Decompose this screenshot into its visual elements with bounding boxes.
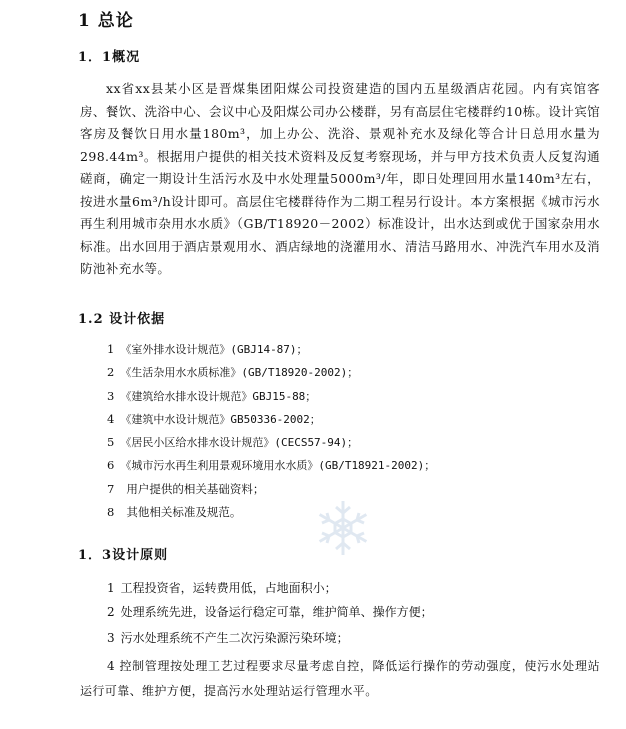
- item-text: 《室外排水设计规范》(GBJ14-87)；: [120, 343, 308, 356]
- item-number: 3: [107, 630, 115, 645]
- snowflake-watermark-icon: [312, 497, 374, 559]
- principles-heading: 1．3设计原则: [78, 548, 169, 563]
- list-item: [107, 478, 435, 501]
- list-item: [107, 338, 435, 361]
- item-number: 4: [107, 411, 115, 426]
- item-number: 6: [107, 458, 115, 473]
- item-text: 《城市污水再生利用景观环境用水水质》(GB/T18921-2002)；: [120, 459, 436, 473]
- principles-item-4: 4 控制管理按处理工艺过程要求尽量考虑自控，降低运行操作的劳动强度，使污水处理站运行可靠、维护方便，提高污水处理站运行管理水平。: [80, 659, 600, 698]
- item-text: 《建筑给水排水设计规范》GBJ15-88；: [120, 389, 317, 403]
- item-number: 5: [107, 435, 115, 450]
- item-number: 3: [107, 388, 115, 403]
- overview-paragraph: xx省xx县某小区是晋煤集团阳煤公司投资建造的国内五星级酒店花园。内有宾馆客房、餐饮、洗浴中心、会议中心及阳煤公司办公楼群，另有高层住宅楼群约10栋。设计宾馆客房及餐饮日用水量180m³，加上办公、洗浴、景观补充水及绿化等合计日总用水量为298.44m³。根据用户提供的相关技术资料及反复考察现场，并与甲方技术负责人反复沟通磋商，确定一期设计生活污水及中水处理量5000m³/年，即日处理回用水量140m³左右，按进水量6m³/h设计即可。高层住宅楼群待作为二期工程另行设计。本方案根据《城市污水再生利用城市杂用水水质》（GB/T18920－2002）标准设计，出水达到或优于国家杂用水标准。出水回用于酒店景观用水、酒店绿地的浇灌用水、清洁马路用水、冲洗汽车用水及消防池补充水等。: [80, 81, 600, 276]
- list-item: [107, 361, 435, 384]
- list-item: [107, 454, 435, 477]
- item-number: 8: [107, 505, 115, 520]
- item-text: 《生活杂用水水质标准》(GB/T18920-2002)；: [120, 366, 359, 380]
- list-item: [107, 431, 435, 454]
- principles-list: [107, 577, 433, 651]
- item-text: 处理系统先进，设备运行稳定可靠，维护简单、操作方便；: [120, 605, 433, 620]
- list-item: [107, 501, 435, 524]
- list-item: [107, 600, 433, 626]
- list-item: [107, 385, 435, 408]
- list-item: [107, 577, 433, 600]
- item-number: 2: [107, 605, 115, 620]
- section-title: 1 总论: [78, 11, 134, 31]
- basis-heading: 1.2 设计依据: [78, 312, 166, 327]
- item-number: 2: [107, 365, 115, 380]
- item-number: 1: [107, 342, 115, 356]
- item-text: 工程投资省，运转费用低，占地面积小；: [120, 581, 337, 595]
- item-number: 1: [107, 581, 115, 595]
- basis-list: [107, 338, 435, 524]
- item-text: 其他相关标准及规范。: [126, 505, 242, 520]
- list-item: [107, 408, 435, 431]
- item-text: 《居民小区给水排水设计规范》(CECS57-94)；: [120, 436, 359, 450]
- overview-heading: 1．1概况: [78, 50, 141, 65]
- list-item: [107, 626, 433, 652]
- item-text: 污水处理系统不产生二次污染源污染环境；: [120, 630, 349, 645]
- item-text: 《建筑中水设计规范》GB50336-2002；: [120, 412, 321, 426]
- item-text: 用户提供的相关基础资料；: [126, 481, 265, 496]
- item-number: 7: [107, 481, 115, 496]
